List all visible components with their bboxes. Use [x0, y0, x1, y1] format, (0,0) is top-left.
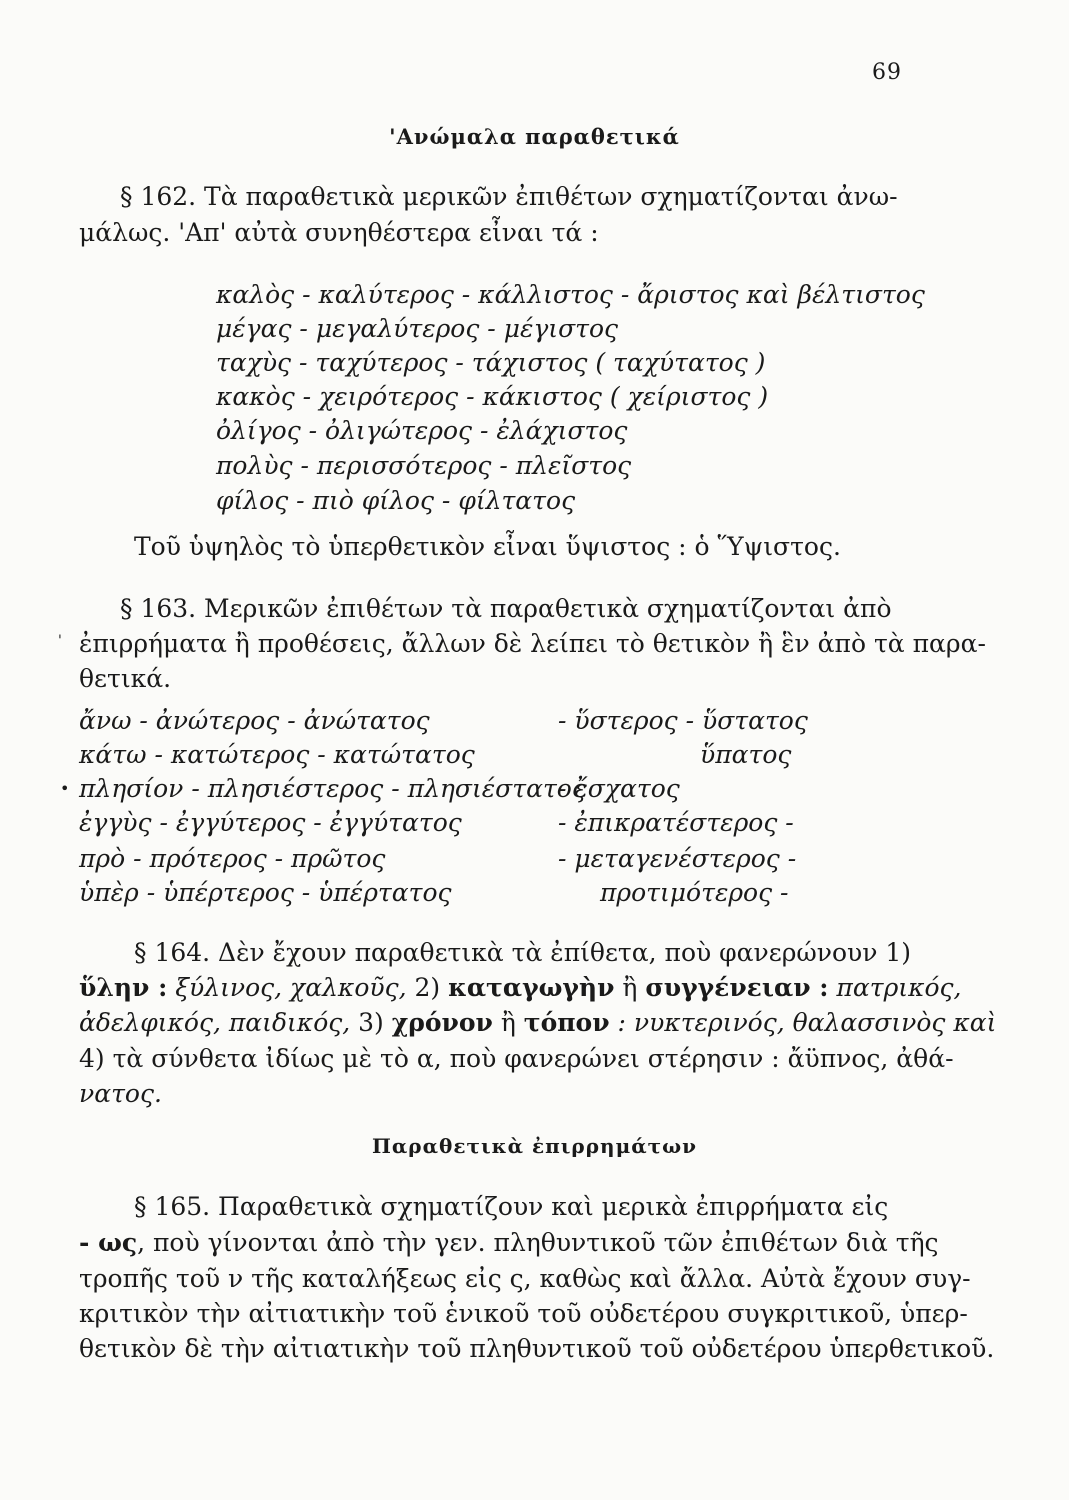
irregular-list-item: ὀλίγος - ὀλιγώτερος - ἐλάχιστος — [216, 416, 628, 445]
item-number-2: 2) — [414, 973, 449, 1002]
bullet-mark: • — [60, 779, 70, 798]
paragraph-164-line-4: 4) τὰ σύνθετα ἰδίως μὲ τὸ α, ποὺ φανερώνει στέρησιν : ἄϋπνος, ἀθά- — [79, 1044, 954, 1073]
section-title-irregular-comparatives: 'Ανώμαλα παραθετικά — [389, 124, 680, 149]
adverb-row-left: ἄνω - ἀνώτερος - ἀνώτατος — [79, 706, 430, 735]
paragraph-165-line-1: § 165. Παραθετικὰ σχηματίζουν καὶ μερικὰ ἐπιρρήματα εἰς — [134, 1192, 889, 1221]
adverb-row-left: πλησίον - πλησιέστερος - πλησιέστατος — [79, 774, 586, 803]
adverb-row-right: - ὕστερος - ὕστατος — [558, 706, 808, 735]
adverb-row-left: ὑπὲρ - ὑπέρτερος - ὑπέρτατος — [79, 878, 452, 907]
adverb-row-left: κάτω - κατώτερος - κατώτατος — [79, 740, 475, 769]
examples-origin-cont: ἀδελφικός, παιδικός, — [79, 1008, 359, 1037]
irregular-list-item: μέγας - μεγαλύτερος - μέγιστος — [216, 314, 619, 343]
irregular-list-item: φίλος - πιὸ φίλος - φίλτατος — [216, 486, 576, 515]
paragraph-165-line-5: θετικὸν δὲ τὴν αἰτιατικὴν τοῦ πληθυντικοῦ τοῦ οὐδετέρου ὑπερθετικοῦ. — [79, 1334, 995, 1363]
term-place: τόπον — [523, 1008, 610, 1037]
examples-time-place: : νυκτερινός, θαλασσινὸς καὶ — [609, 1008, 997, 1037]
term-material: ὕλην : — [79, 973, 168, 1002]
paragraph-164-line-5: νατος. — [79, 1079, 162, 1108]
conjunction: ἢ — [614, 973, 646, 1002]
paragraph-164-line-1: § 164. Δὲν ἔχουν παραθετικὰ τὰ ἐπίθετα, ποὺ φανερώνουν 1) — [134, 938, 912, 967]
paragraph-162-line-1: § 162. Τὰ παραθετικὰ μερικῶν ἐπιθέτων σχηματίζονται ἀνω- — [120, 182, 898, 211]
paragraph-162-line-2: μάλως. 'Απ' αὐτὰ συνηθέστερα εἶναι τά : — [79, 218, 599, 247]
term-time: χρόνον — [391, 1008, 493, 1037]
adverb-row-left: ἐγγὺς - ἐγγύτερος - ἐγγύτατος — [79, 808, 462, 837]
conjunction: ἢ — [492, 1008, 524, 1037]
adverb-row-left: πρὸ - πρότερος - πρῶτος — [79, 844, 386, 873]
margin-dash-mark: ' — [58, 633, 62, 649]
item-number-3: 3) — [358, 1008, 392, 1037]
term-kinship: συγγένειαν : — [645, 973, 829, 1002]
paragraph-165-line-2-text: , ποὺ γίνονται ἀπὸ τὴν γεν. πληθυντικοῦ τῶν ἐπιθέτων διὰ τῆς — [137, 1228, 939, 1257]
irregular-list-item: καλὸς - καλύτερος - κάλλιστος - ἄριστος καὶ βέλτιστος — [216, 280, 925, 309]
adverb-row-right: προτιμότερος - — [600, 878, 789, 907]
paragraph-165-line-4: κριτικὸν τὴν αἰτιατικὴν τοῦ ἑνικοῦ τοῦ οὐδετέρου συγκριτικοῦ, ὑπερ- — [79, 1299, 968, 1328]
adverb-row-right: - ἔσχατος — [558, 774, 680, 803]
adverb-row-right: - μεταγενέστερος - — [558, 844, 797, 873]
paragraph-165-line-2 — [79, 1228, 939, 1258]
section-title-adverb-comparatives: Παραθετικὰ ἐπιρρημάτων — [372, 1134, 697, 1158]
ypsilos-line: Τοῦ ὑψηλὸς τὸ ὑπερθετικὸν εἶναι ὕψιστος : ὁ Ὕψιστος. — [134, 532, 841, 561]
irregular-list-item: κακὸς - χειρότερος - κάκιστος ( χείριστος ) — [216, 382, 769, 411]
irregular-list-item: πολὺς - περισσότερος - πλεῖστος — [216, 451, 632, 480]
examples-material: ξύλινος, χαλκοῦς, — [167, 973, 415, 1002]
term-origin: καταγωγὴν — [448, 973, 615, 1002]
paragraph-165-line-3: τροπῆς τοῦ ν τῆς καταλήξεως εἰς ς, καθὼς καὶ ἄλλα. Αὐτὰ ἔχουν συγ- — [79, 1264, 971, 1293]
adverb-row-right: ὕπατος — [700, 740, 792, 769]
irregular-list-item: ταχὺς - ταχύτερος - τάχιστος ( ταχύτατος ) — [216, 348, 766, 377]
paragraph-164-line-2 — [79, 973, 961, 1003]
paragraph-164-line-3 — [79, 1008, 996, 1038]
paragraph-163-line-2: ἐπιρρήματα ἢ προθέσεις, ἄλλων δὲ λείπει τὸ θετικὸν ἢ ἓν ἀπὸ τὰ παρα- — [79, 629, 986, 658]
paragraph-163-line-3: θετικά. — [79, 664, 172, 693]
ending-os: - ως — [79, 1228, 138, 1257]
examples-origin: πατρικός, — [828, 973, 962, 1002]
paragraph-163-line-1: § 163. Μερικῶν ἐπιθέτων τὰ παραθετικὰ σχηματίζονται ἀπὸ — [120, 594, 892, 623]
adverb-row-right: - ἐπικρατέστερος - — [558, 808, 794, 837]
page-number: 69 — [872, 60, 902, 85]
